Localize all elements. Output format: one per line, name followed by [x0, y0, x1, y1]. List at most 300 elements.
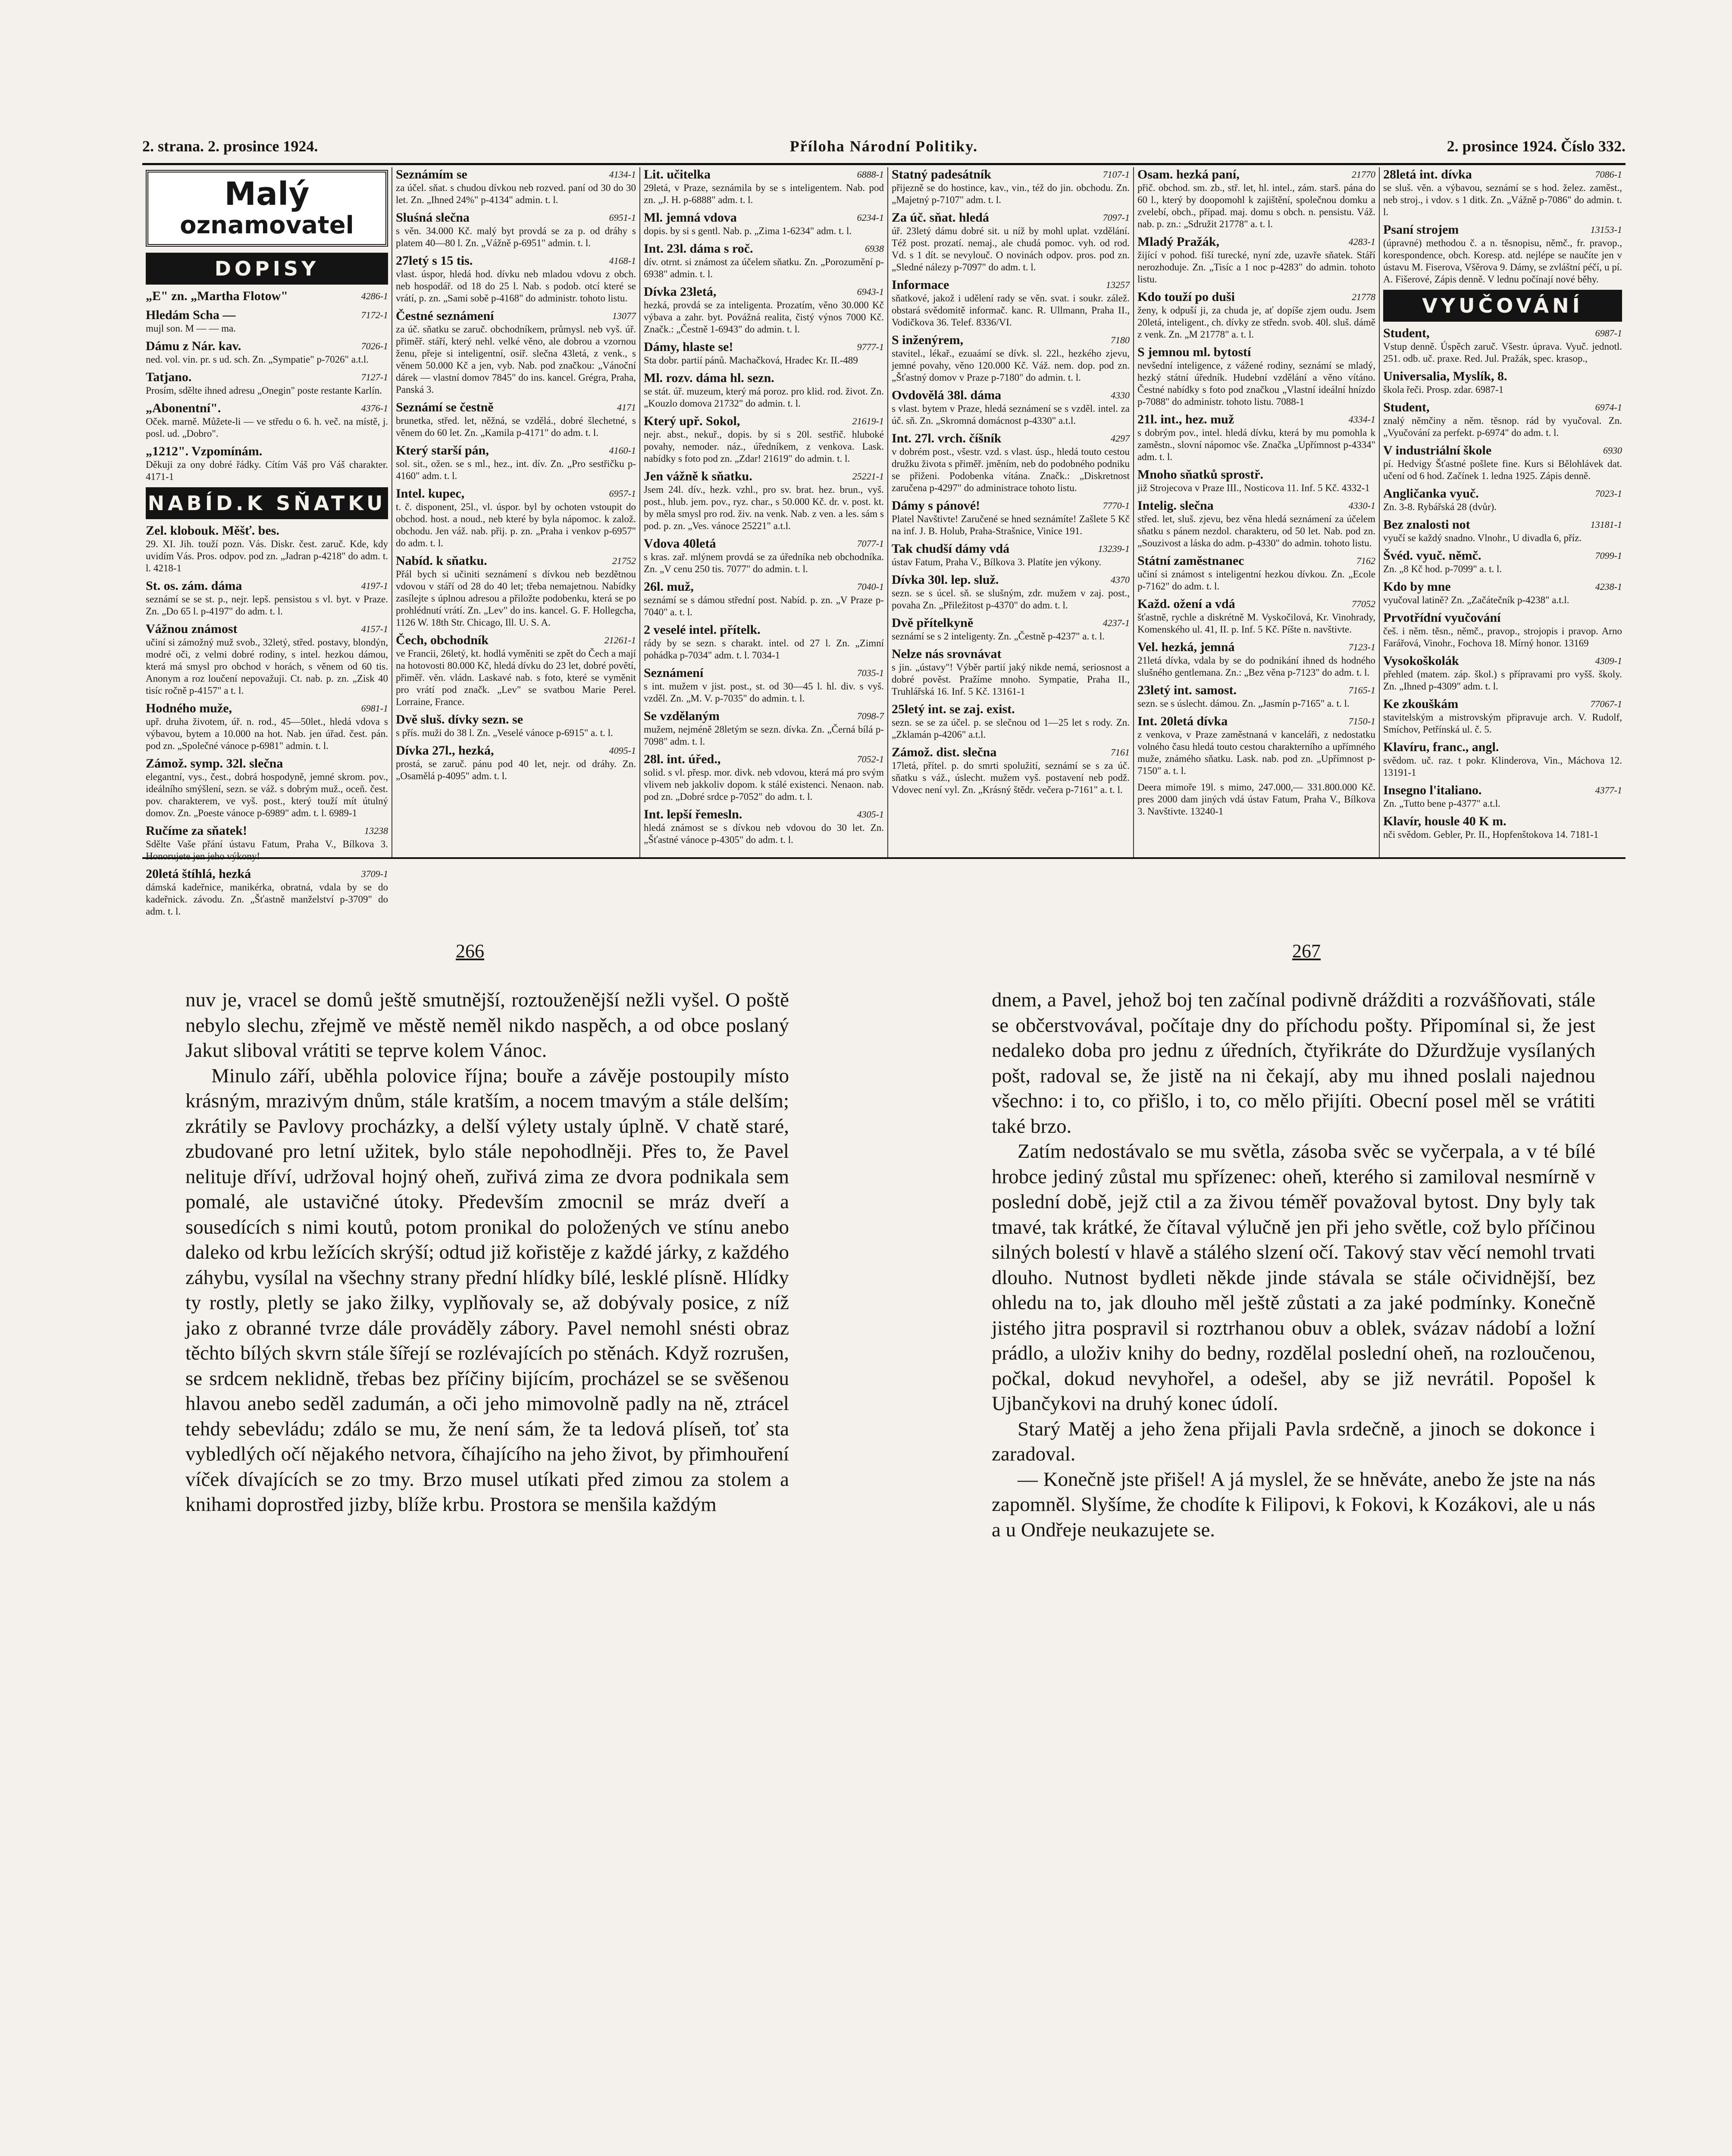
ad-heading: Švéd. vyuč. němč. 7099-1: [1383, 548, 1622, 563]
ad-code: 6957-1: [609, 488, 636, 499]
classified-ad: [892, 647, 1130, 698]
ad-heading: Intelig. slečna 4330-1: [1137, 498, 1375, 513]
ad-body: sňatkové, jakož i udělení rady se věn. svat. i soukr. zálež. obstará svědomitě informač. kanc. R. Ullmann, Praha II., Vodičkova 36. Telef. 8336/VI.: [892, 293, 1130, 328]
ad-body: ženy, k odpuší ji, za chuda je, ať dopíše zjem oudu. Jsem 20letá, inteligent., ch. dívky ze středn. svob. 40l. sluš. dámě z venk. Zn. „M 21778" a. t. l.: [1137, 305, 1375, 340]
ad-body: vlast. úspor, hledá hod. dívku neb mladou vdovu z obch. neb hospodář. od 18 do 25 l. Nab. s podob. otcí které se vrátí, p. zn. „Sami sobě p-4168" do administr. tohoto listu.: [396, 269, 636, 304]
ad-body: nevšední inteligence, z vážené rodiny, seznámí se mladý, hezký státní úředník. Hudební vzdělání a věno vítáno. Čestné nabídky s foto pod značkou „Vlastní ideální hnízdo p-7088" do administr. tohoto listu. 7088-1: [1137, 360, 1375, 407]
ad-code: 21619-1: [852, 416, 884, 426]
ad-heading: Vážnou známost 4157-1: [146, 622, 388, 636]
classified-ad: [146, 867, 388, 918]
ad-body: seznámí se s 2 inteligenty. Zn. „Čestně p-4237" a. t. l.: [892, 631, 1105, 642]
ad-body: s přís. muži do 38 l. Zn. „Veselé vánoce p-6915" a. t. l.: [396, 727, 613, 738]
ad-heading: Dámu z Nár. kav. 7026-1: [146, 339, 388, 353]
ad-code: 4238-1: [1595, 581, 1622, 592]
classified-ad: [396, 167, 636, 206]
classified-ad: [146, 370, 388, 397]
page-number-left: 266: [456, 940, 484, 962]
ad-heading: Každ. ožení a vdá 77052: [1137, 597, 1375, 611]
ad-code: 4095-1: [609, 745, 636, 756]
classified-ad: [1137, 167, 1375, 230]
ad-code: 4168-1: [609, 255, 636, 266]
ad-code: 7770-1: [1102, 500, 1130, 511]
classified-ad: [1137, 235, 1375, 285]
ad-body: 17letá, přítel. p. do smrti spolužití, seznámí se s za úč. sňatku s váž., úslecht. mužem vyš. postavení neb podž. Vdovec není vyl. Zn. „Krásný štědr. večera p-7161" a. t. l.: [892, 760, 1130, 795]
ad-list: [1383, 167, 1622, 841]
ad-heading: Informace 13257: [892, 278, 1130, 292]
ad-body: Sdělte Vaše přání ústavu Fatum, Praha V., Bílkova 3. Honorujete jen jeho výkony!: [146, 839, 388, 862]
ad-heading: Universalia, Myslík, 8.: [1383, 369, 1507, 383]
ad-body: se stát. úř. muzeum, který má poroz. pro klid. rod. život. Zn. „Kouzlo domova 21732" do admin. t. l.: [644, 386, 884, 409]
ad-code: 4157-1: [361, 624, 388, 634]
ad-code: 13239-1: [1098, 543, 1130, 554]
classifieds-section: [142, 167, 1626, 917]
ad-heading: 25letý int. se zaj. exist.: [892, 702, 1015, 716]
ad-code: 6974-1: [1595, 402, 1622, 413]
ad-body: solid. s vl. přesp. mor. divk. neb vdovou, která má pro svým vlivem neb jakkoliv dopom. k stálé existenci. Nenaon. nab. pod zn. „Dobré srdce p-7052" do adm. t. l.: [644, 767, 884, 802]
ad-code: 4160-1: [609, 445, 636, 456]
classified-ad: [1383, 400, 1622, 439]
ad-heading: 20letá štíhlá, hezká 3709-1: [146, 867, 388, 881]
ad-body: elegantní, vys., čest., dobrá hospodyně, jemné skrom. pov., ideálního smýšlení, sezn. se váž. s dobrým muž., oceň. čest. pov. charakterem, ve vyš. post., který touží mít útulný domov. Zn. „Poeste vánoce p-6989" adm. t. l. 6989-1: [146, 771, 388, 818]
classified-ad: [644, 167, 884, 206]
ad-body: nči svědom. Gebler, Pr. II., Hopfenštokova 14. 7181-1: [1383, 829, 1599, 840]
ad-heading: Ručíme za sňatek! 13238: [146, 824, 388, 838]
classified-column-6: [1380, 167, 1626, 857]
classified-ad: [1137, 290, 1375, 341]
ad-body: Platel Navštivte! Zaručené se hned seznámíte! Zašlete 5 Kč na inf. J. B. Holub, Praha-Strašnice, Vinice 191.: [892, 514, 1130, 536]
ad-heading: Čech, obchodník 21261-1: [396, 633, 636, 647]
classified-ad: [644, 709, 884, 748]
ad-heading: Zámož. dist. slečna 7161: [892, 745, 1130, 759]
classified-ad: [644, 666, 884, 705]
classified-ad: [892, 542, 1130, 568]
ad-heading: Dívka 30l. lep. služ. 4370: [892, 573, 1130, 587]
ad-list: [892, 167, 1130, 796]
classified-ad: [1137, 554, 1375, 592]
ad-code: 7161: [1111, 747, 1130, 758]
ad-heading: Čestné seznámení 13077: [396, 309, 636, 323]
ad-code: 13257: [1106, 279, 1130, 290]
ad-body: 29letá, v Praze, seznámila by se s inteligentem. Nab. pod zn. „J. H. p-6888" adm. t. l.: [644, 182, 884, 205]
classified-ad: [396, 400, 636, 439]
ad-heading: Mnoho sňatků sprostř.: [1137, 467, 1264, 482]
classified-ad: [1383, 486, 1622, 513]
ad-code: 77067-1: [1590, 699, 1622, 709]
ad-heading: Ml. rozv. dáma hl. sezn.: [644, 371, 774, 385]
classified-ad: [1383, 222, 1622, 285]
ad-code: 6938: [865, 243, 884, 254]
section-banner-dopisy: DOPISY: [146, 253, 388, 285]
ad-body: učiní si zámožný muž svob., 32letý, střed. postavy, blondýn, modré oči, z velmi dobré rodiny, s intel. hezkou dámou, která má smysl pro obchod v horách, s věnem od 60 tis. Anonym a roz loučení nepovažuji. Ct. nab. p. zn. „Zisk 40 tisíc ročně p-4157" a t. l.: [146, 637, 388, 696]
ad-heading: Osam. hezká paní, 21770: [1137, 167, 1375, 182]
ad-code: 7086-1: [1595, 169, 1622, 180]
ad-body: stavitel., lékař., ezuaámí se dívk. sl. 22l., hezkého zjevu, jemné povahy, věno 120.000 Kč. Váž. nem. dop. pod zn. „Šťastný domov v Praze p-7180" do admin. t. l.: [892, 348, 1130, 383]
ad-body: t. č. disponent, 25l., vl. úspor. byl by ochoten vstoupit do obchod. host. a noud., neb které by byla nápomoc. k založ. obchodu. Jen váž. nab. přij. p. zn. „Praha i venkov p-6957" do adm. t. l.: [396, 501, 636, 548]
ad-heading: Vysokoškolák 4309-1: [1383, 654, 1622, 668]
classified-ad: [644, 623, 884, 661]
classified-ad: [1137, 714, 1375, 777]
ad-heading: Int. 23l. dáma s roč. 6938: [644, 241, 884, 256]
ad-code: 21752: [612, 555, 636, 566]
ad-body: nejr. abst., nekuř., dopis. by si s 20l. sestřič. hluboké povahy, nemoder. náz., úředníkem, z venkova. Lask. nabídky s foto pod zn. „Zdar! 21619" do admin. t. l.: [644, 429, 884, 464]
ad-heading: St. os. zám. dáma 4197-1: [146, 579, 388, 593]
ad-heading: 2 veselé intel. přítelk.: [644, 623, 761, 637]
ad-code: 7077-1: [857, 538, 884, 549]
classified-ad: [1383, 517, 1622, 544]
ad-body: za úč. sňatku se zaruč. obchodníkem, průmysl. neb vyš. úř. přiměř. stáří, který nehl. velké věno, ale dobrou a vzornou ženu, přeje si inteligentní, osiř. slečna 43letá, z venk., s věnem 50.000 Kč a jen, vyb. Nab. pod značkou: „Vánoční dárek — vlastní domov 7845" do ins. kancel. Grégra, Praha, Panská 3.: [396, 324, 636, 395]
classified-ad: [146, 523, 388, 574]
ad-heading: S jemnou ml. bytostí: [1137, 345, 1251, 359]
classified-ad: [1383, 697, 1622, 736]
ad-code: 7035-1: [857, 667, 884, 678]
ad-heading: Tak chudší dámy vdá 13239-1: [892, 542, 1130, 556]
ad-code: 6951-1: [609, 212, 636, 223]
ad-body: Sta dobr. partií pánů. Machačková, Hradec Kr. II.-489: [644, 355, 858, 366]
ad-body: Deera mimoře 19l. s mimo, 247.000,— 331.800.000 Kč. pres 2000 dam jiných vdá ústav Fatum, Praha V., Bílkova 3. Navštivte. 13240-1: [1137, 782, 1375, 817]
ad-heading: Int. 20letá dívka 7150-1: [1137, 714, 1375, 728]
classified-ad: [146, 401, 388, 440]
ad-heading: Ml. jemná vdova 6234-1: [644, 210, 884, 225]
section-banner: NABÍD.K SŇATKU: [146, 487, 388, 519]
ad-body: mužem, nejméně 28letým se sezn. dívka. Zn. „Černá bílá p-7098" adm. t. l.: [644, 724, 884, 747]
ad-body: Děkuji za ony dobré řádky. Cítím Váš pro Váš charakter. 4171-1: [146, 459, 388, 482]
ad-body: Jsem 24l. dív., hezk. vzhl., pro sv. brat. hez. brun., vyš. post., hlub. jem. pov., ryz. char., s 50.000 Kč. dr. v. post. kt. by měla smysl pro rod. živ. na venk. Nab. z ven. a les. sám s pod. p. zn. „Ves. vánoce 25221" a.t.l.: [644, 484, 884, 531]
ad-heading: 23letý int. samost. 7165-1: [1137, 683, 1375, 697]
ad-heading: Dívka 27l., hezká, 4095-1: [396, 743, 636, 758]
ad-code: 4283-1: [1348, 236, 1375, 247]
classified-ad: [1383, 814, 1622, 841]
ad-body: s dobrým pov., intel. hledá dívku, která by mu pomohla k zaměstn., slovní nápomoc vše. Značka „Upřímnost p-4334" adm. t. l.: [1137, 427, 1375, 462]
ad-body: vyučoval latině? Zn. „Začátečník p-4238" a.t.l.: [1383, 595, 1569, 605]
ad-list: [396, 167, 636, 782]
ad-heading: Angličanka vyuč. 7023-1: [1383, 486, 1622, 501]
ad-body: úř. 23letý dámu dobré sit. u níž by mohl uplat. vzdělání. Též post. prozatí. nemaj., ale chudá pomoc. vyh. od rod. Vd. s 1 dít. se nevylouč. O novinách odpov. pros. pod zn. „Sledné nálezy p-7097" do adm. t. l.: [892, 226, 1130, 273]
ad-body: stavitelským a mistrovským připravuje arch. V. Rudolf, Smíchov, Petřínská ul. č. 5.: [1383, 712, 1622, 735]
section-banner: VYUČOVÁNÍ: [1383, 290, 1622, 322]
ad-body: se sluš. věn. a výbavou, seznámí se s hod. želez. zaměst., neb stroj., i vdov. s 1 ditk. Zn. „Vážně p-7086" do admin. t. l.: [1383, 182, 1622, 217]
ad-body: sezn. se se za účel. p. se slečnou od 1—25 let s rody. Zn. „Zklamán p-4206" a.t.l.: [892, 717, 1130, 740]
classified-ad: [396, 309, 636, 396]
ad-heading: Statný padesátník 7107-1: [892, 167, 1130, 182]
ad-code: 4297: [1111, 433, 1130, 444]
ad-code: 4376-1: [361, 403, 388, 414]
header-left: 2. strana. 2. prosince 1924.: [142, 138, 318, 155]
ad-body: Zn. „Tutto bene p-4377" a.t.l.: [1383, 798, 1500, 809]
ad-code: 7052-1: [857, 754, 884, 765]
ad-code: 4334-1: [1348, 414, 1375, 425]
story-paragraph: Starý Matěj a jeho žena přijali Pavla srdečně, a jinoch se dokonce i zaradoval.: [992, 1417, 1595, 1465]
classified-ad: [1383, 654, 1622, 693]
ad-body: šťastně, rychle a diskrétně M. Vyskočilová, Kr. Vinohrady, Komenského ul. 41, II. p. Inf. 5 Kč. Píšte n. navštivte.: [1137, 612, 1375, 635]
ad-code: 7172-1: [361, 310, 388, 320]
ad-code: 9777-1: [857, 342, 884, 352]
classified-ad: [396, 254, 636, 304]
classified-ad: [1383, 783, 1622, 810]
ad-heading: Ovdovělá 38l. dáma 4330: [892, 388, 1130, 402]
ad-heading: Který starší pán, 4160-1: [396, 443, 636, 458]
ad-heading: Hodného muže, 6981-1: [146, 701, 388, 715]
ad-code: 7023-1: [1595, 488, 1622, 499]
classified-ad: [892, 167, 1130, 206]
ad-body: seznámí se se st. p., nejr. lepš. pensistou s vl. byt. v Praze. Zn. „Do 65 l. p-4197" do adm. t. l.: [146, 594, 388, 617]
ad-heading: Nabíd. k sňatku. 21752: [396, 554, 636, 568]
classified-ad: [396, 712, 636, 739]
classified-ad: [396, 633, 636, 708]
ad-body: Zn. „8 Kč hod. p-7099" a. t. l.: [1383, 564, 1502, 574]
classified-ad: [892, 616, 1130, 642]
ad-heading: Nelze nás srovnávat: [892, 647, 1002, 661]
classified-ad: [644, 536, 884, 575]
ad-code: 6987-1: [1595, 328, 1622, 338]
classified-ad: [892, 745, 1130, 796]
ad-heading: Hledám Scha — 7172-1: [146, 308, 388, 322]
ad-heading: Psaní strojem 13153-1: [1383, 222, 1622, 237]
ad-body: ve Francii, 26letý, kt. hodlá vyměniti se zpět do Čech a mají na hotovosti 80.000 Kč, hledá dívku do 23 let, dobré povětí, přiměř. věn. vládn. Laskavé nab. s foto, které se vyměnit pro vrátí pod značk. „Lev" se svatbou Marie Perel. Lorraine, France.: [396, 648, 636, 707]
ad-code: 6888-1: [857, 169, 884, 180]
ad-body: Zn. 3-8. Rybářská 28 (dvůr).: [1383, 501, 1497, 512]
ad-body: s kras. zař. mlýnem provdá se za úředníka neb obchodníka. Zn. „V cenu 250 tis. 7077" do admin. t. l.: [644, 552, 884, 574]
classified-ad: [1383, 167, 1622, 218]
ad-body: za účel. sňat. s chudou dívkou neb rozved. paní od 30 do 30 let. Zn. „Ihned 24%" p-4134" admin. t. l.: [396, 182, 636, 205]
classified-ad: [892, 388, 1130, 427]
classified-ad: [1137, 345, 1375, 408]
classified-ad: [644, 285, 884, 335]
classified-ad: [644, 807, 884, 846]
ad-heading: Lit. učitelka 6888-1: [644, 167, 884, 182]
ad-code: 7107-1: [1102, 169, 1130, 180]
ad-heading: Se vzdělaným 7098-7: [644, 709, 884, 723]
ad-heading: Sluśná slečna 6951-1: [396, 210, 636, 225]
ad-code: 13238: [364, 825, 388, 836]
ad-heading: Dámy, hlaste se! 9777-1: [644, 340, 884, 354]
ad-code: 7180: [1111, 335, 1130, 345]
ad-heading: S inženýrem, 7180: [892, 333, 1130, 347]
classified-ad: [1137, 467, 1375, 494]
story-paragraph: dnem, a Pavel, jehož boj ten začínal podivně drážditi a rozvášňovati, stále se občerstvovával, počítaje dny do příchodu pošty. Připomínal si, že jest nedaleko doba pro jednu z úředních, čtyřikráte do Džurdžuje vysílaných pošt, radoval se, že jistě na ni čekají, aby mu ihned poslali najednou všechno: i to, co přišlo, i to, co mělo přijíti. Obecní posel měl se vrátiti také brzo.: [992, 989, 1595, 1138]
story-paragraph: Zatím nedostávalo se mu světla, zásoba svěc se vyčerpala, a v té bílé hrobce jediný zůstal mu spřízenec: oheň, kterého si zamiloval nesmírně v poslední době, jejž ctil a za živou téměř považoval bytost. Dny byly tak tmavé, tak krátké, že čítaval výlučně jen při jeho světle, což bylo příčinou silných bolestí v hlavě a stálého slzení očí. Takový stav věcí nemohl trvati dlouho. Nutnost bydleti někde jinde stávala se stále očividnější, bez ohledu na to, jak dlouho měl ještě zůstati a za jaké podmínky. Konečně jistého jitra pospravil si roztrhanou obuv a oblek, svázav nádobí a ložní prádlo, a uloživ knihy do bedny, rozdělal poslední oheň, na rozloučenou, počkal, dokud nevyhořel, a odešel, aby se již nevrátil. Popošel k Ujbančykovi na druhý konec údolí.: [992, 1140, 1595, 1415]
ad-code: 4377-1: [1595, 785, 1622, 796]
classified-ad: [892, 431, 1130, 494]
ad-body: mujl son. M — — ma.: [146, 323, 236, 334]
classified-ad: [892, 498, 1130, 537]
masthead-line2: oznamovatel: [180, 211, 354, 239]
ad-body: znalý němčiny a něm. těsnop. rád by vyučoval. Zn. „Vyučování za perfekt. p-6974" do adm. t. l.: [1383, 415, 1622, 438]
ad-heading: Seznámím se 4134-1: [396, 167, 636, 182]
ad-body: střed. let, sluš. zjevu, bez věna hledá seznámení za účelem sňatku s pánem nezdol. charakteru, od 50 let. Nab. pod zn. „Souzivost a láska do adm. p-4330" do admin. tohoto listu.: [1137, 514, 1375, 548]
ad-code: 4330-1: [1348, 500, 1375, 511]
ad-body: ned. vol. vin. pr. s ud. sch. Zn. „Sympatie" p-7026" a.t.l.: [146, 354, 369, 365]
ad-heading: Státní zaměstnanec 7162: [1137, 554, 1375, 568]
ad-body: Přál bych si učiniti seznámení s dívkou neb bezdětnou vdovou v stáří od 28 do 40 let; třeba nemajetnou. Nabídky zasílejte s úplnou adresou a přiložte podobenku, která se po prohlédnutí vrátí. Zn. „Lev" do ins. kancel. G. F. Hollegcha, 1126 W. 18th Str. Chicago, Ill. U. S. A.: [396, 569, 636, 628]
ad-heading: Dvě přítelkyně 4237-1: [892, 616, 1130, 630]
ad-body: prostá, se zaruč. pánu pod 40 let, nejr. od dráhy. Zn. „Osamělá p-4095" adm. t. l.: [396, 758, 636, 781]
classified-ad: [146, 579, 388, 617]
classified-column-5: [1134, 167, 1380, 857]
ad-heading: Ke zkouškám 77067-1: [1383, 697, 1622, 711]
classified-ad: [146, 308, 388, 335]
ad-body: žijící v pohod. fiší turecké, nyní zde, uzavře sňatek. Stáří nerozhoduje. Zn. „Tisíc a 1 noc p-4283" do admin. tohoto listu.: [1137, 250, 1375, 285]
ad-body: rády by se sezn. s charakt. intel. od 27 l. Zn. „Zimní pohádka p-7034" adm. t. l. 7034-1: [644, 638, 884, 661]
classified-ad: [1383, 443, 1622, 482]
ad-body: přehled (matem. záp. škol.) s přípravami pro vyšš. školy. Zn. „Ihned p-4309" adm. t. l.: [1383, 669, 1622, 692]
ad-heading: Dámy s pánové! 7770-1: [892, 498, 1130, 513]
ad-body: Vstup denně. Úspěch zaruč. Všestr. úprava. Vyuč. jednotl. 251. odb. uč. praxe. Red. Jul. Pražák, spec. krasop.,: [1383, 341, 1622, 364]
ad-body: dopis. by si s gentl. Nab. p. „Zima 1-6234" adm. t. l.: [644, 226, 852, 236]
ad-heading: Seznámí se čestně 4171: [396, 400, 636, 414]
ad-code: 7127-1: [361, 372, 388, 382]
ad-heading: 28letá int. dívka 7086-1: [1383, 167, 1622, 182]
ad-heading: Klavír, housle 40 K m.: [1383, 814, 1506, 828]
header-right: 2. prosince 1924. Číslo 332.: [1447, 138, 1626, 155]
ad-heading: „1212". Vzpomínám.: [146, 444, 263, 458]
ad-code: 4237-1: [1102, 617, 1130, 628]
ad-heading: Vdova 40letá 7077-1: [644, 536, 884, 551]
ad-body: učiní si známost s inteligentní hezkou dívkou. Zn. „Ecole p-7162" do adm. t. l.: [1137, 569, 1375, 592]
story-paragraph: nuv je, vracel se domů ještě smutnější, roztouženější nežli vyšel. O poště nebylo slechu, zřejmě ve městě neměl nikdo naspěch, a od obce poslaný Jakut sliboval vrátiti se teprve kolem Vánoc.: [185, 989, 789, 1062]
ad-body: s vlast. bytem v Praze, hledá seznámení se s vzděl. intel. za úč. sň. Zn. „Skromná domácnost p-4330" a.t.l.: [892, 403, 1130, 426]
ad-body: s jin. „ústavy"! Výběr partií jaký nikde nemá, seriosnost a dobré pověst. Pražíme mnoho. Sympatie, Praha II., Truhlářská 16. Inf. 5 Kč. 13161-1: [892, 662, 1130, 697]
ad-code: 6234-1: [857, 212, 884, 223]
classified-ad: [146, 444, 388, 483]
classified-ad: [146, 701, 388, 752]
ad-body: v dobrém post., všestr. vzd. s vlast. úsp., hledá touto cestou družku života s přiměř. jměním, neb do podobného podniku se přiženi. Podobenka vítána. Značk.: „Diskretnost zaručena p-4297" do administrace tohoto listu.: [892, 446, 1130, 493]
classified-ad: [892, 333, 1130, 384]
classified-ad: [1137, 498, 1375, 549]
ad-code: 4330: [1111, 390, 1130, 401]
ad-code: 7026-1: [361, 341, 388, 351]
ad-heading: Seznámení 7035-1: [644, 666, 884, 680]
ad-body: dív. otrnt. si známost za účelem sňatku. Zn. „Porozumění p-6938" admin. t. l.: [644, 257, 884, 279]
ad-heading: Tatjano. 7127-1: [146, 370, 388, 384]
classified-ad: [1383, 369, 1622, 396]
classified-ad: [644, 210, 884, 237]
ad-body: (úpravné) methodou č. a n. těsnopisu, němč., fr. pravop., korespondence, obch. Koresp. atd. nejlépe se naučíte jen v ústavu M. Fiserova, Všěrova 9. Dámy, se zvláštní péčí, u pí. A. Fišerové, Zápis denně. V lednu počínají nové běhy.: [1383, 238, 1622, 285]
ad-code: 4171: [617, 402, 636, 413]
classified-ad: [1137, 683, 1375, 710]
classified-ad: [644, 340, 884, 367]
ad-body: pí. Hedvigy Šťastné pošlete fine. Kurs si Bělohlávek dat. učení od 6 hod. Začínek 1. ledna 1925. Zápis denně.: [1383, 458, 1622, 481]
ad-code: 7040-1: [857, 581, 884, 592]
ad-heading: Int. lepší řemesln. 4305-1: [644, 807, 884, 821]
story-paragraph: Minulo září, uběhla polovice října; bouře a závěje postoupily místo krásným, mrazivým dnům, stále kratším, a nocem tmavým a stále delším; zkrátily se Pavlovy procházky, a delší výlety ustaly úplně. V chatě staré, zbudované pro letní užitek, bylo stále nepohodlněji. Přes to, že Pavel nelituje dříví, udržoval hojný oheň, zuřivá zima ze dvora podnikala sem pomalé, ale ustavičné útoky. Především zmocnil se mráz dveří a sousedících s nimi koutů, potom pronikal do položených ve stínu anebo daleko od krbu ležících skrýší; odtud již kořistěje z každé járky, z každého záhybu, vysílal na všechny strany přední hlídky bílé, lesklé plísně. Hlídky ty rostly, pletly se jako žilky, vyplňovaly se, až dobývaly posice, z níž jako z obranné tvrze dále prováděly zábory. Pavel nemohl snésti obraz těchto bílých skvrn stále šířejí se rozlévajících po stěnách. Když rozrušen, se srdcem neklidně, třebas bez příčiny bijícím, procházel se se svěšenou hlavou anebo seděl zadumán, a oči jeho mimovolně padly na ně, ztrácel tehdy sebevládu; zdálo se mu, že není sám, že ta ledová plíseň, toť sta vybledlých očí nějakého netvora, číhajícího na jeho život, by přimhouření víček dívajících se zo tmy. Brzo musel utíkati před zimou za stolem a knihami doprostřed jizby, blíže krbu. Prostora se menšila každým: [185, 1064, 789, 1516]
classified-ad: [1137, 597, 1375, 636]
classified-ad: [396, 743, 636, 782]
ad-heading: Bez znalosti not 13181-1: [1383, 517, 1622, 532]
ad-body: češ. i něm. těsn., němč., pravop., strojopis i pravop. Arno Farářová, Vinohr., Fochova 18. Mírný honor. 13169: [1383, 626, 1622, 649]
ad-body: sol. sit., ožen. se s ml., hez., int. dív. Zn. „Pro sestřičku p-4160" adm. t. l.: [396, 458, 636, 481]
classified-ad: [146, 756, 388, 819]
classified-ad: [1137, 640, 1375, 679]
ad-code: 21261-1: [604, 635, 636, 646]
classified-ad: [396, 443, 636, 482]
page-number-right: 267: [1292, 940, 1321, 962]
classified-ad: [892, 278, 1130, 329]
ad-list: [1137, 167, 1375, 818]
ad-heading: Prvotřídní vyučování: [1383, 611, 1501, 625]
ad-body: sezn. se s úslecht. dámou. Zn. „Jasmín p-7165" a. t. l.: [1137, 698, 1350, 709]
ad-heading: „Abonentní". 4376-1: [146, 401, 388, 415]
ad-heading: Který upř. Sokol, 21619-1: [644, 414, 884, 428]
classified-ad: [396, 486, 636, 549]
ad-body: Prosím, sdělte ihned adresu „Onegin" poste restante Karlín.: [146, 385, 382, 396]
ad-body: hledá známost se s dívkou neb vdovou do 30 let. Zn. „Šťastné vánoce p-4305" do adm. t. l.: [644, 822, 884, 845]
classified-column-4: [888, 167, 1134, 857]
ad-body: škola řeči. Prosp. zdar. 6987-1: [1383, 384, 1504, 395]
ad-body: z venkova, v Praze zaměstnaná v kanceláři, z nedostatku volného času hledá touto cestou charakterního a upřímného muže, známého sňatku. Lask. nab. pod zn. „Upřímnost p-7150" a. t. l.: [1137, 729, 1375, 776]
classified-ad: [1383, 548, 1622, 575]
ad-code: 4309-1: [1595, 655, 1622, 666]
ad-body: přič. obchod. sm. zb., stř. let, hl. intel., zám. starš. pána do 60 l., který by doopomohl k zajištění, společnou domku a zvelebí, obch., případ. maj. domu s obch. n. pensistu. Váž. nab. p. zn.: „Sdružit 21778" a. t. l.: [1137, 182, 1375, 229]
ad-heading: Vel. hezká, jemná 7123-1: [1137, 640, 1375, 654]
ad-heading: Zámož. symp. 32l. slečna: [146, 756, 283, 771]
classified-ad: [644, 414, 884, 465]
classified-ad: [146, 339, 388, 366]
classified-ad: [644, 469, 884, 532]
classified-column-2: [392, 167, 640, 857]
classified-ad: [396, 210, 636, 249]
classified-ad: [892, 210, 1130, 273]
ad-body: svědom. uč. raz. t pokr. Klinderova, Vin., Máchova 12. 13191-1: [1383, 755, 1622, 778]
ad-body: seznámí se s dámou střední post. Nabíd. p. zn. „V Praze p-7040" a. t. l.: [644, 595, 884, 617]
ad-heading: 21l. int., hez. muž 4334-1: [1137, 412, 1375, 426]
ad-code: 4134-1: [609, 169, 636, 180]
ad-code: 7097-1: [1102, 212, 1130, 223]
story-paragraph: — Konečně jste přišel! A já myslel, že se hněváte, anebo že jste na nás zapomněl. Slyšíme, že chodíte k Filipovi, k Fokovi, k Kozákovi, ale u nás a u Ondřeje neukazujete se.: [992, 1468, 1595, 1541]
ad-code: 77052: [1352, 599, 1375, 609]
classified-ad: [1383, 326, 1622, 365]
ad-code: 6943-1: [857, 286, 884, 297]
ad-body: sezn. se s úcel. sň. se slušným, zdr. mužem v zaj. post., povaha Zn. „Přiležitost p-4370" do adm. t. l.: [892, 588, 1130, 611]
ad-code: 3709-1: [361, 868, 388, 879]
ad-code: 7150-1: [1348, 716, 1375, 727]
ad-body: již Strojecova v Praze III., Nosticova 11. Inf. 5 Kč. 4332-1: [1137, 483, 1370, 493]
ad-body: hezká, provdá se za inteligenta. Prozatím, věno 30.000 Kč výbava a zahr. byt. Povážná realita, čistý výnos 7000 Kč. Značk.: „Čestně 1-6943" do admin. t. l.: [644, 300, 884, 335]
classified-ad: [396, 554, 636, 629]
page-header: [142, 137, 1626, 165]
ad-body: s int. mužem v jist. post., st. od 30—45 l. hl. div. s vyš. vzděl. Zn. „M. V. p-7035" do admin. t. l.: [644, 681, 884, 704]
ad-code: 6981-1: [361, 703, 388, 714]
ad-list: [644, 167, 884, 846]
ad-heading: 27letý s 15 tis. 4168-1: [396, 254, 636, 268]
classified-column-3: [640, 167, 888, 857]
ad-heading: 28l. int. úřed., 7052-1: [644, 752, 884, 766]
ad-heading: Zel. klobouk. Měšť. bes.: [146, 523, 279, 538]
ad-body: 29. XI. Jih. touží pozn. Vás. Diskr. čest. zaruč. Kde, kdy uvidím Vás. Pros. odpov. pod zn. „Jadran p-4218" do adm. t. l. 4218-1: [146, 539, 388, 573]
ad-code: 4370: [1111, 574, 1130, 585]
story-column-right: [992, 987, 1595, 1542]
ad-body: přijezně se do hostince, kav., vin., též do jin. obchodu. Zn. „Majetný p-7107" adm. t. l.: [892, 182, 1130, 205]
classified-ad: [892, 573, 1130, 611]
ad-code: 4286-1: [361, 291, 388, 301]
ad-body: Oček. marně. Můžete-li — ve středu o 6. h. več. na místě, j. posl. ud. „Dobro".: [146, 416, 388, 439]
masthead: [146, 170, 388, 247]
ad-body: ústav Fatum, Praha V., Bílkova 3. Platíte jen výkony.: [892, 557, 1102, 567]
masthead-line1: Malý: [224, 175, 310, 213]
ad-heading: Kdo touží po duši 21778: [1137, 290, 1375, 304]
ad-heading: Jen vážně k sňatku. 25221-1: [644, 469, 884, 483]
ad-heading: Int. 27l. vrch. číšník 4297: [892, 431, 1130, 445]
classified-ad: [892, 702, 1130, 741]
classified-ad: [1137, 412, 1375, 463]
ad-heading: Student, 6987-1: [1383, 326, 1622, 340]
classified-ad: [1383, 580, 1622, 606]
ad-body: s věn. 34.000 Kč. malý byt provdá se za p. od dráhy s platem 40—80 l. Zn. „Vážně p-6951" admin. t. l.: [396, 226, 636, 248]
ad-code: 21770: [1352, 169, 1375, 180]
ad-code: 25221-1: [852, 471, 884, 482]
classified-ad: [644, 241, 884, 280]
ad-body: upř. druha životem, úř. n. rod., 45—50let., hledá vdova s výbavou, bytem a 10.000 na hot. Nab. jen úřad. čest. pán. pod zn. „Společné vánoce p-6981" admin. t. l.: [146, 716, 388, 751]
story-column-left: [185, 987, 789, 1517]
